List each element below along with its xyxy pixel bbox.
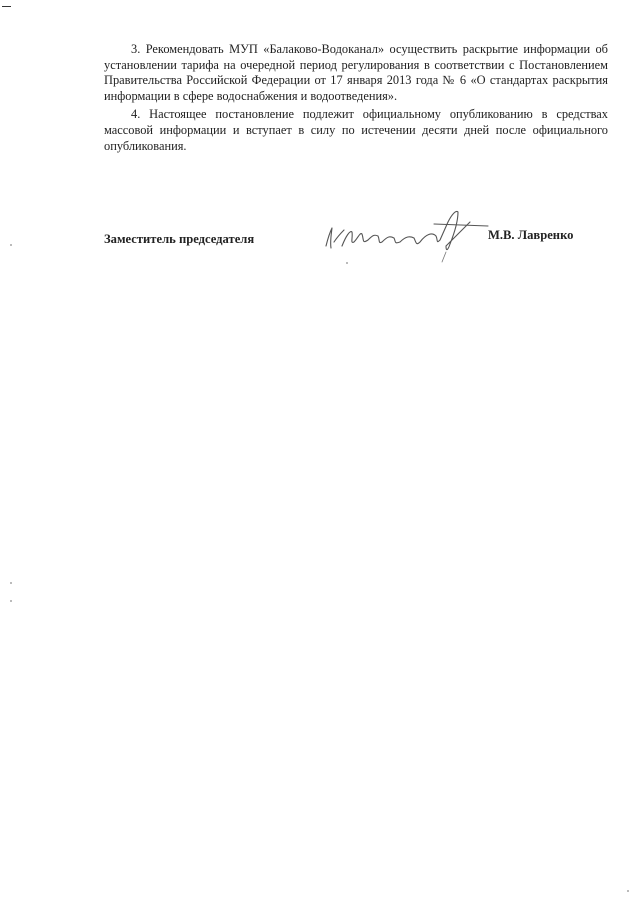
scan-speck (346, 262, 348, 264)
handwritten-signature (322, 202, 492, 264)
scan-speck (627, 890, 629, 892)
page-edge-mark (2, 6, 11, 7)
signatory-name: М.В. Лавренко (488, 228, 574, 242)
paragraph-4: 4. Настоящее постановление подлежит официальному опубликованию в средствах массовой информации и вступает в силу по истечении десяти дней после официального опубликования. (104, 107, 608, 153)
signatory-title: Заместитель председателя (104, 232, 255, 246)
signature-block (104, 228, 614, 268)
scan-speck (10, 582, 12, 584)
document-body (104, 42, 608, 157)
scan-speck (10, 244, 12, 246)
paragraph-3: 3. Рекомендовать МУП «Балаково-Водоканал» осуществить раскрытие информации об установлении тарифа на очередной период регулирования в соответствии с Постановлением Правительства Российской Федерации от 17 января 2013 года № 6 «О стандартах раскрытия информации в сфере водоснабжения и водоотведения». (104, 42, 608, 103)
scan-speck (10, 600, 12, 602)
